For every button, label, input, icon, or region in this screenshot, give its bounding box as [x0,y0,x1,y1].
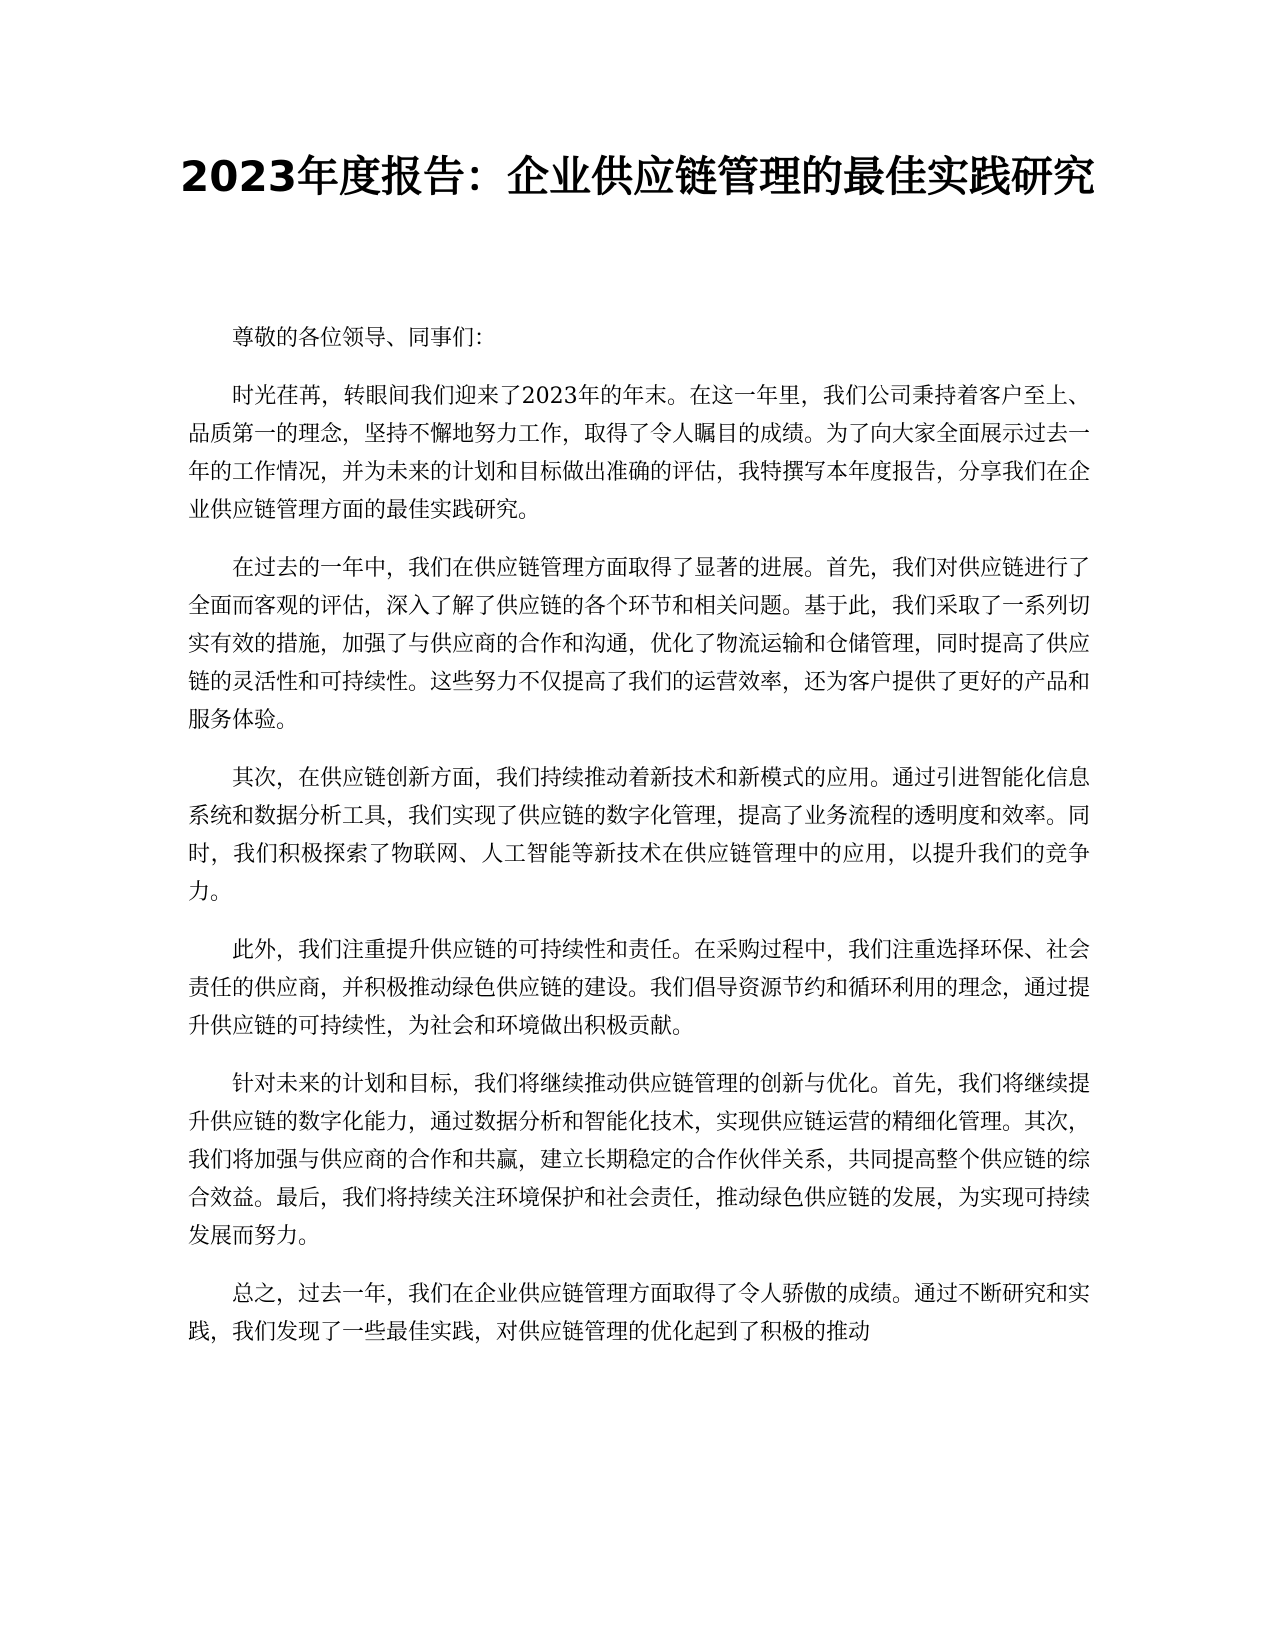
body-paragraph: 其次，在供应链创新方面，我们持续推动着新技术和新模式的应用。通过引进智能化信息系统和数据分析工具，我们实现了供应链的数字化管理，提高了业务流程的透明度和效率。同时，我们积极探索了物联网、人工智能等新技术在供应链管理中的应用，以提升我们的竞争力。 [188,766,1091,905]
document-title: 2023年度报告：企业供应链管理的最佳实践研究 [180,152,1095,201]
body-paragraph: 此外，我们注重提升供应链的可持续性和责任。在采购过程中，我们注重选择环保、社会责任的供应商，并积极推动绿色供应链的建设。我们倡导资源节约和循环利用的理念，通过提升供应链的可持续性，为社会和环境做出积极贡献。 [188,938,1091,1039]
body-paragraph: 在过去的一年中，我们在供应链管理方面取得了显著的进展。首先，我们对供应链进行了全面而客观的评估，深入了解了供应链的各个环节和相关问题。基于此，我们采取了一系列切实有效的措施，加强了与供应商的合作和沟通，优化了物流运输和仓储管理，同时提高了供应链的灵活性和可持续性。这些努力不仅提高了我们的运营效率，还为客户提供了更好的产品和服务体验。 [188,556,1091,733]
document-body [188,320,1090,1372]
body-paragraph: 总之，过去一年，我们在企业供应链管理方面取得了令人骄傲的成绩。通过不断研究和实践，我们发现了一些最佳实践，对供应链管理的优化起到了积极的推动 [188,1282,1091,1345]
salutation-paragraph: 尊敬的各位领导、同事们： [232,326,497,351]
body-paragraph: 针对未来的计划和目标，我们将继续推动供应链管理的创新与优化。首先，我们将继续提升供应链的数字化能力，通过数据分析和智能化技术，实现供应链运营的精细化管理。其次，我们将加强与供应商的合作和共赢，建立长期稳定的合作伙伴关系，共同提高整个供应链的综合效益。最后，我们将持续关注环境保护和社会责任，推动绿色供应链的发展，为实现可持续发展而努力。 [188,1072,1091,1249]
body-paragraph: 时光荏苒，转眼间我们迎来了2023年的年末。在这一年里，我们公司秉持着客户至上、品质第一的理念，坚持不懈地努力工作，取得了令人瞩目的成绩。为了向大家全面展示过去一年的工作情况，并为未来的计划和目标做出准确的评估，我特撰写本年度报告，分享我们在企业供应链管理方面的最佳实践研究。 [188,384,1091,523]
